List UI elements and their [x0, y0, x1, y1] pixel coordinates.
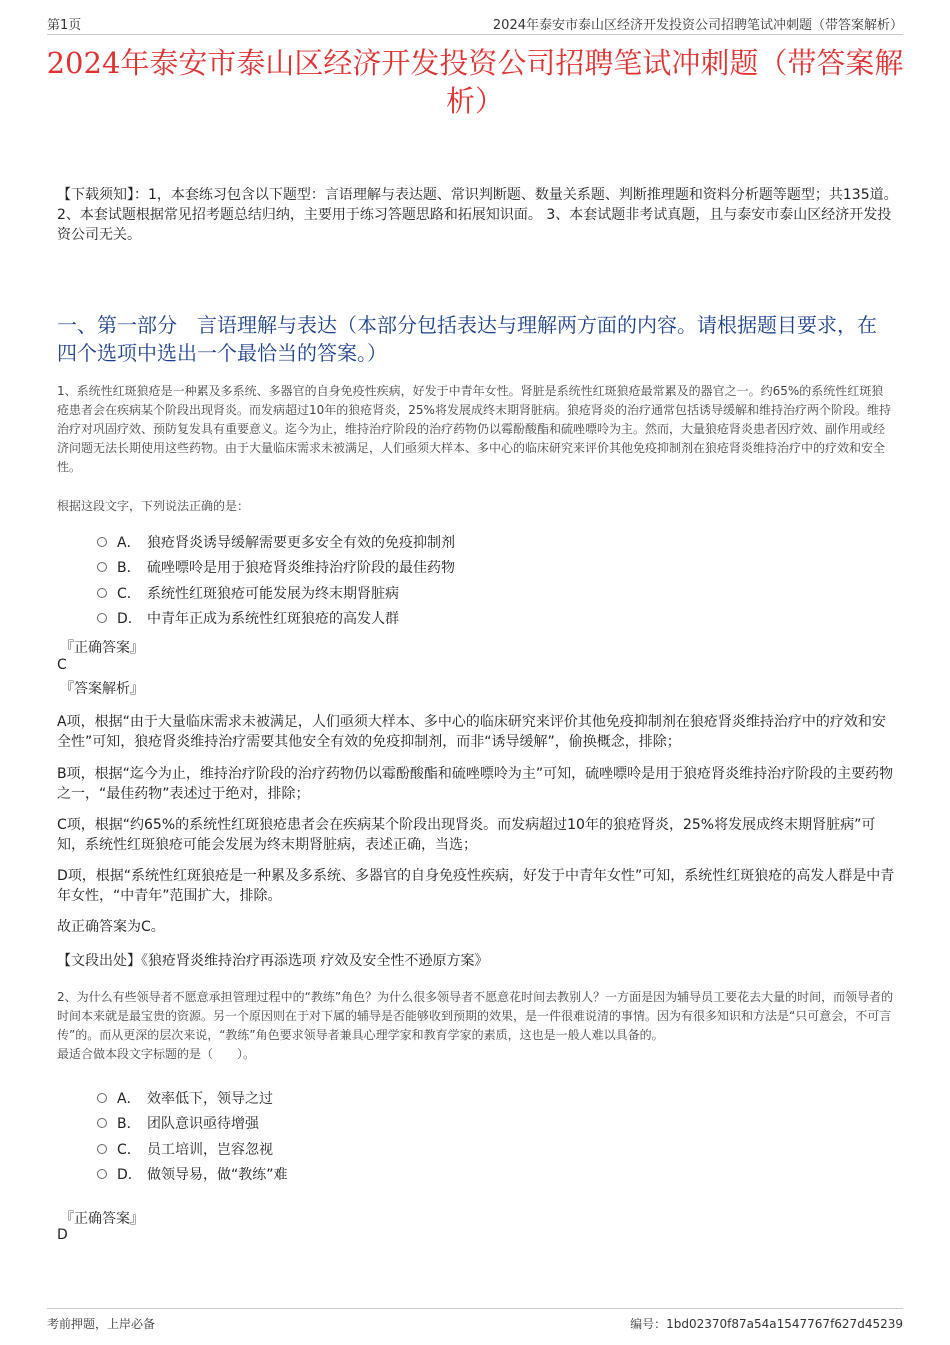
- analysis-option-b: B项，根据“迄今为止，维持治疗阶段的治疗药物仍以霉酚酸酯和硫唑嘌呤为主”可知，硫唑嘌呤是用于狼疮肾炎维持治疗阶段的主要药物之一，“最佳药物”表述过于绝对，排除；: [57, 766, 894, 802]
- question-2-answer-label: 『正确答案』: [60, 1211, 144, 1227]
- radio-button[interactable]: [97, 537, 107, 547]
- question-1-analysis-label: 『答案解析』: [60, 681, 144, 697]
- option-text: 团队意识亟待增强: [147, 1116, 259, 1133]
- option-letter: B．: [117, 1116, 141, 1133]
- radio-button[interactable]: [97, 1118, 107, 1128]
- header-doc-title: 2024年泰安市泰山区经济开发投资公司招聘笔试冲刺题（带答案解析）: [492, 18, 903, 33]
- question-2-text: 2、为什么有些领导者不愿意承担管理过程中的“教练”角色？为什么很多领导者不愿意花时间去教别人？一方面是因为辅导员工要花去大量的时间，而领导者的时间本来就是最宝贵的资源。另一个原因则在于对下属的辅导是否能够收到预期的效果，是一件很难说清的事情。因为有很多知识和方法是“只可意会，不可言传”的。而从更深的层次来说，“教练”角色要求领导者兼具心理学家和教育学家的素质，这也是一般人难以具备的。: [57, 990, 894, 1042]
- option-text: 做领导易，做“教练”难: [147, 1167, 288, 1184]
- radio-button[interactable]: [97, 1093, 107, 1103]
- page-header: [47, 12, 903, 35]
- option-text: 中青年正成为系统性红斑狼疮的高发人群: [147, 611, 399, 628]
- question-2-option-a[interactable]: [97, 1085, 288, 1111]
- option-letter: C．: [117, 585, 141, 602]
- radio-button[interactable]: [97, 588, 107, 598]
- passage-source: 【文段出处】《狼疮肾炎维持治疗再添选项 疗效及安全性不逊原方案》: [57, 953, 489, 969]
- option-letter: C．: [117, 1141, 141, 1158]
- radio-button[interactable]: [97, 1169, 107, 1179]
- document-title: 2024年泰安市泰山区经济开发投资公司招聘笔试冲刺题（带答案解析）: [46, 46, 904, 118]
- option-text: 系统性红斑狼疮可能发展为终末期肾脏病: [147, 585, 399, 602]
- option-text: 员工培训，岂容忽视: [147, 1141, 273, 1158]
- question-2-options: [97, 1085, 288, 1187]
- option-text: 硫唑嘌呤是用于狼疮肾炎维持治疗阶段的最佳药物: [147, 560, 455, 577]
- question-1-option-d[interactable]: [97, 606, 455, 632]
- option-text: 效率低下，领导之过: [147, 1090, 273, 1107]
- radio-button[interactable]: [97, 613, 107, 623]
- download-notice: 【下载须知】：1，本套练习包含以下题型：言语理解与表达题、常识判断题、数量关系题、判断推理题和资料分析题等题型；共135道。 2、本套试题根据常见招考题总结归纳，主要用于练习答题思路和拓展知识面。 3、本套试题非考试真题，且与泰安市泰山区经济开发投资公司无关。: [57, 187, 898, 243]
- question-2-option-c[interactable]: [97, 1136, 288, 1162]
- question-2-option-b[interactable]: [97, 1111, 288, 1137]
- question-1-options: [97, 529, 455, 631]
- option-letter: A．: [117, 1090, 141, 1107]
- question-2-passage: [57, 988, 895, 1064]
- option-letter: D．: [117, 611, 142, 628]
- document-id: 编号：1bd02370f87a54a1547767f627d45239: [630, 1317, 903, 1331]
- question-1-option-a[interactable]: [97, 529, 455, 555]
- analysis-option-d: D项，根据“系统性红斑狼疮是一种累及多系统、多器官的自身免疫性疾病，好发于中青年女性”可知，系统性红斑狼疮的高发人群是中青年女性，“中青年”范围扩大，排除。: [57, 868, 895, 904]
- footer-slogan: 考前押题，上岸必备: [47, 1317, 156, 1331]
- section-title: 一、第一部分 言语理解与表达（本部分包括表达与理解两方面的内容。请根据题目要求，在四个选项中选出一个最恰当的答案。）: [57, 313, 877, 365]
- question-1-answer-label: 『正确答案』: [60, 640, 144, 656]
- question-1-option-b[interactable]: [97, 555, 455, 581]
- question-2-answer: D: [57, 1227, 68, 1243]
- option-text: 狼疮肾炎诱导缓解需要更多安全有效的免疫抑制剂: [147, 534, 455, 551]
- question-1-prompt: 根据这段文字，下列说法正确的是：: [57, 499, 250, 513]
- analysis-option-c: C项，根据“约65%的系统性红斑狼疮患者会在疾病某个阶段出现肾炎。而发病超过10年的狼疮肾炎，25%将发展成终末期肾脏病”可知，系统性红斑狼疮可能会发展为终末期肾脏病，表述正确，当选；: [57, 817, 876, 853]
- page-footer: [47, 1308, 903, 1335]
- question-2-prompt: 最适合做本段文字标题的是（ ）。: [57, 1047, 256, 1061]
- analysis-option-a: A项，根据“由于大量临床需求未被满足，人们亟须大样本、多中心的临床研究来评价其他免疫抑制剂在狼疮肾炎维持治疗中的疗效和安全性”可知，狼疮肾炎维持治疗需要其他安全有效的免疫抑制剂，而非“诱导缓解”，偷换概念，排除；: [57, 714, 886, 750]
- option-letter: D．: [117, 1167, 142, 1184]
- option-letter: B．: [117, 560, 141, 577]
- question-1-answer: C: [57, 657, 67, 673]
- radio-button[interactable]: [97, 562, 107, 572]
- question-2-option-d[interactable]: [97, 1162, 288, 1188]
- radio-button[interactable]: [97, 1144, 107, 1154]
- question-1-passage: 1、系统性红斑狼疮是一种累及多系统、多器官的自身免疫性疾病，好发于中青年女性。肾脏是系统性红斑狼疮最常累及的器官之一。约65%的系统性红斑狼疮患者会在疾病某个阶段出现肾炎。而发病超过10年的狼疮肾炎，25%将发展成终末期肾脏病。狼疮肾炎的治疗通常包括诱导缓解和维持治疗两个阶段。维持治疗对巩固疗效、预防复发具有重要意义。迄今为止，维持治疗阶段的治疗药物仍以霉酚酸酯和硫唑嘌呤为主。然而，大量狼疮肾炎患者因疗效、副作用或经济问题无法长期使用这些药物。由于大量临床需求未被满足，人们亟须大样本、多中心的临床研究来评价其他免疫抑制剂在狼疮肾炎维持治疗中的疗效和安全性。: [57, 384, 891, 474]
- option-letter: A．: [117, 534, 141, 551]
- analysis-conclusion: 故正确答案为C。: [57, 919, 165, 935]
- question-1-option-c[interactable]: [97, 580, 455, 606]
- page-number: 第1页: [47, 18, 82, 33]
